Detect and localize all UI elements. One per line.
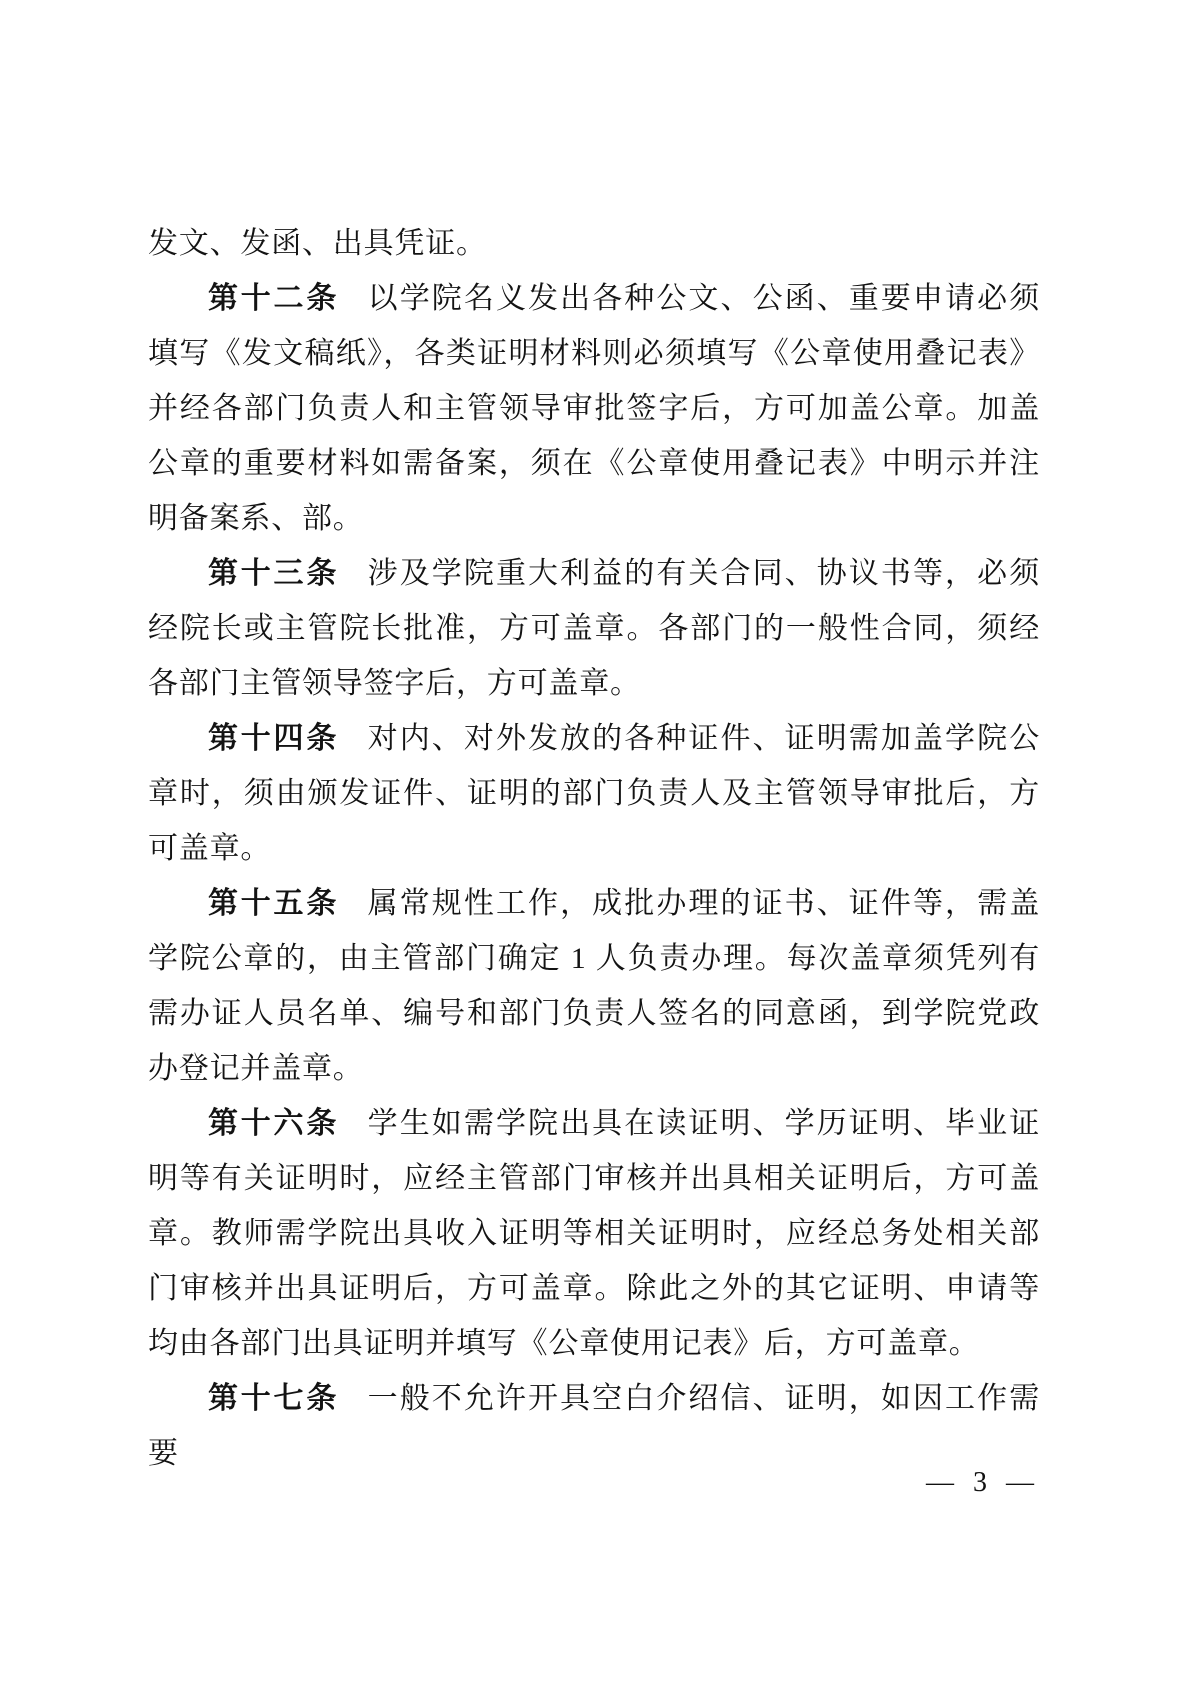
article-13-number: 第十三条 xyxy=(208,557,340,590)
paragraph-article-14 xyxy=(148,711,1040,876)
article-15-text: 属常规性工作，成批办理的证书、证件等，需盖学院公章的，由主管部门确定 1 人负责办理。每次盖章须凭列有需办证人员名单、编号和部门负责人签名的同意函，到学院党政办登记并盖章。 xyxy=(148,887,1040,1085)
article-16-text: 学生如需学院出具在读证明、学历证明、毕业证明等有关证明时，应经主管部门审核并出具相关证明后，方可盖章。教师需学院出具收入证明等相关证明时，应经总务处相关部门审核并出具证明后，方可盖章。除此之外的其它证明、申请等均由各部门出具证明并填写《公章使用记表》后，方可盖章。 xyxy=(148,1107,1040,1360)
page-number: — 3 — xyxy=(926,1467,1040,1498)
document-body xyxy=(148,216,1040,1481)
paragraph-article-17 xyxy=(148,1371,1040,1481)
paragraph-article-13 xyxy=(148,546,1040,711)
article-12-number: 第十二条 xyxy=(208,282,340,315)
article-15-number: 第十五条 xyxy=(208,887,340,920)
paragraph-continuation xyxy=(148,216,1040,271)
article-13-text: 涉及学院重大利益的有关合同、协议书等，必须经院长或主管院长批准，方可盖章。各部门的一般性合同，须经各部门主管领导签字后，方可盖章。 xyxy=(148,557,1040,700)
paragraph-article-15 xyxy=(148,876,1040,1096)
article-16-number: 第十六条 xyxy=(208,1107,340,1140)
article-14-number: 第十四条 xyxy=(208,722,340,755)
article-14-text: 对内、对外发放的各种证件、证明需加盖学院公章时，须由颁发证件、证明的部门负责人及主管领导审批后，方可盖章。 xyxy=(148,722,1040,865)
article-17-number: 第十七条 xyxy=(208,1382,340,1415)
paragraph-article-16 xyxy=(148,1096,1040,1371)
article-17-text: 一般不允许开具空白介绍信、证明，如因工作需要 xyxy=(148,1382,1040,1470)
article-12-text: 以学院名义发出各种公文、公函、重要申请必须填写《发文稿纸》，各类证明材料则必须填写《公章使用叠记表》并经各部门负责人和主管领导审批签字后，方可加盖公章。加盖公章的重要材料如需备案，须在《公章使用叠记表》中明示并注明备案系、部。 xyxy=(148,282,1040,535)
paragraph-text: 发文、发函、出具凭证。 xyxy=(148,227,487,260)
paragraph-article-12 xyxy=(148,271,1040,546)
